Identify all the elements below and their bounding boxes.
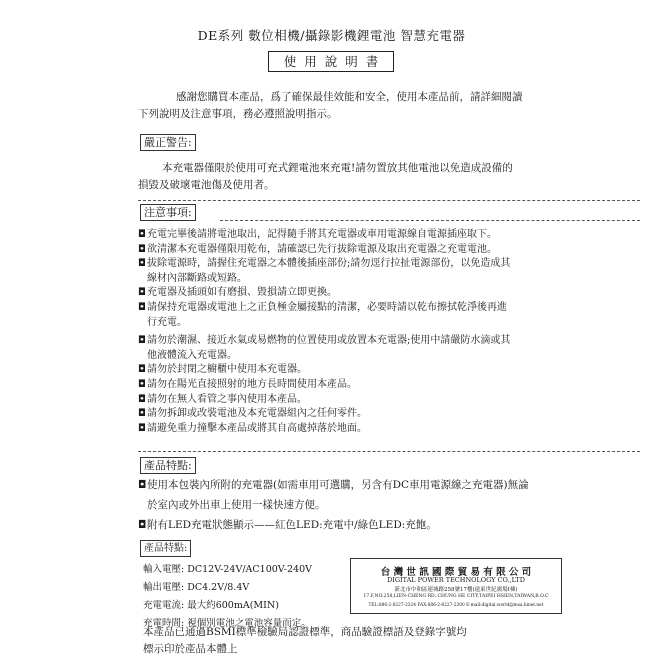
bullet-icon: ◘ — [138, 393, 146, 405]
section-divider — [220, 220, 640, 221]
company-name-en: DIGITAL POWER TECHNOLOGY CO.,LTD — [387, 576, 525, 584]
spec-row: 輸入電壓: DC12V-24V/AC100V-240V — [143, 564, 312, 575]
spec-row: 充電時間: 視個別電池之電池容量而定。 — [143, 618, 311, 629]
intro-line: 下列說明及注意事項，務必遵照說明指示。 — [138, 108, 338, 120]
company-name-zh: 台 灣 世 訊 國 際 貿 易 有 限 公 司 — [380, 567, 532, 578]
list-item: ◘ 請避免重力撞擊本產品或將其自高處掉落於地面。 — [138, 422, 638, 437]
intro-line: 感謝您購買本產品，爲了確保最佳效能和安全，使用本產品前，請詳細閱讀 — [176, 91, 523, 103]
list-item: ◘ 請保持充電器或電池上之正負極金屬接點的清潔，必要時請以乾布擦拭乾淨後再進 行充電。 — [138, 301, 507, 328]
footer-line: 本產品已通過BSMI標準檢驗局認證標準，商品驗證標語及登錄字號均 — [143, 626, 467, 638]
list-item: ◘ 拔除電源時，請握住充電器之本體後插座部份;請勿逕行拉扯電源部份，以免造成其 線材內部斷路或短路。 — [138, 258, 511, 284]
page-title: DE系列 數位相機/攝錄影機鋰電池 智慧充電器 — [197, 28, 466, 43]
specs-heading: 產品特點: — [140, 540, 191, 557]
specs-list — [143, 562, 348, 631]
features-heading: 產品特點: — [140, 457, 196, 474]
certification-note — [143, 624, 643, 658]
bullet-icon: ◘ — [138, 301, 146, 313]
bullet-icon: ◘ — [138, 243, 146, 255]
bullet-icon: ◘ — [138, 258, 146, 270]
company-address-zh: 新北市中和區連城路258號17樓(遠東世紀廣場I棟) — [394, 587, 518, 593]
bullet-icon: ◘ — [138, 229, 146, 240]
bullet-icon: ◘ — [138, 378, 146, 390]
bullet-icon: ◘ — [138, 364, 146, 376]
footer-line: 標示印於產品本體上 — [143, 643, 238, 655]
list-item: ◘ 請勿於潮濕、接近水氣或易燃物的位置使用或放置本充電器;使用中請嚴防水滴或其 他液體流入充電器。 — [138, 335, 511, 361]
notes-list — [138, 228, 638, 436]
list-item: ◘ 使用本包裝內所附的充電器(如需車用可選購，另含有DC車用電源線之充電器)無論 於室內或外出車上使用一樣快速方便。 — [138, 475, 638, 515]
company-info-box — [350, 558, 562, 614]
list-item: ◘ 請勿於封閉之櫥櫃中使用本充電器。 — [138, 363, 638, 378]
bullet-icon: ◘ — [138, 408, 146, 420]
intro-paragraph — [138, 89, 638, 123]
company-contact: TEL:886-2-8227-2324 FAX:886-2-8227-2300 E-mail:digital.world@msa.hinet.net — [368, 603, 544, 608]
bullet-icon: ◘ — [138, 479, 147, 491]
section-divider — [138, 200, 640, 201]
section-divider — [138, 451, 640, 452]
list-item: ◘ 請勿在陽光直接照射的地方長時間使用本產品。 — [138, 378, 638, 393]
manual-label: 使用說明書 — [268, 51, 394, 72]
warning-heading: 嚴正警告: — [140, 134, 196, 151]
features-list — [138, 475, 638, 535]
bullet-icon: ◘ — [138, 287, 146, 299]
list-item: ◘ 欲清潔本充電器僅限用乾布，請確認已先行拔除電源及取出充電器之充電電池。 — [138, 243, 638, 258]
list-item: ◘ 請勿在無人看管之事內使用本產品。 — [138, 393, 638, 408]
spec-row: 輸出電壓: DC4.2V/8.4V — [143, 582, 250, 593]
list-item: ◘ 附有LED充電狀態顯示——紅色LED:充電中/綠色LED:充飽。 — [138, 515, 638, 535]
bullet-icon: ◘ — [138, 335, 146, 347]
warning-line: 損毀及破壞電池傷及使用者。 — [138, 179, 275, 191]
company-address-en: 17.F,NO.258,LIEN-CHENG RD.,CHUNG HE CITY,TAIPEI HSIEN,TAIWAN,R.O.C — [363, 594, 549, 599]
warning-paragraph — [138, 160, 638, 194]
warning-line: 本充電器僅限於使用可充式鋰電池來充電!請勿置放其他電池以免造成設備的 — [162, 162, 513, 174]
notes-heading: 注意事項: — [140, 204, 196, 221]
list-item: ◘ 請勿拆卸或改裝電池及本充電器組內之任何零件。 — [138, 407, 638, 422]
list-item: ◘ 充電器及插頭如有磨損、毀損請立即更換。 — [138, 286, 638, 301]
bullet-icon: ◘ — [138, 519, 147, 531]
spec-row: 充電電流: 最大約600mA(MIN) — [143, 600, 279, 611]
bullet-icon: ◘ — [138, 422, 146, 434]
list-item: ◘ 充電完畢後請將電池取出，記得隨手將其充電器或車用電源線自電源插座取下。 — [138, 228, 638, 243]
